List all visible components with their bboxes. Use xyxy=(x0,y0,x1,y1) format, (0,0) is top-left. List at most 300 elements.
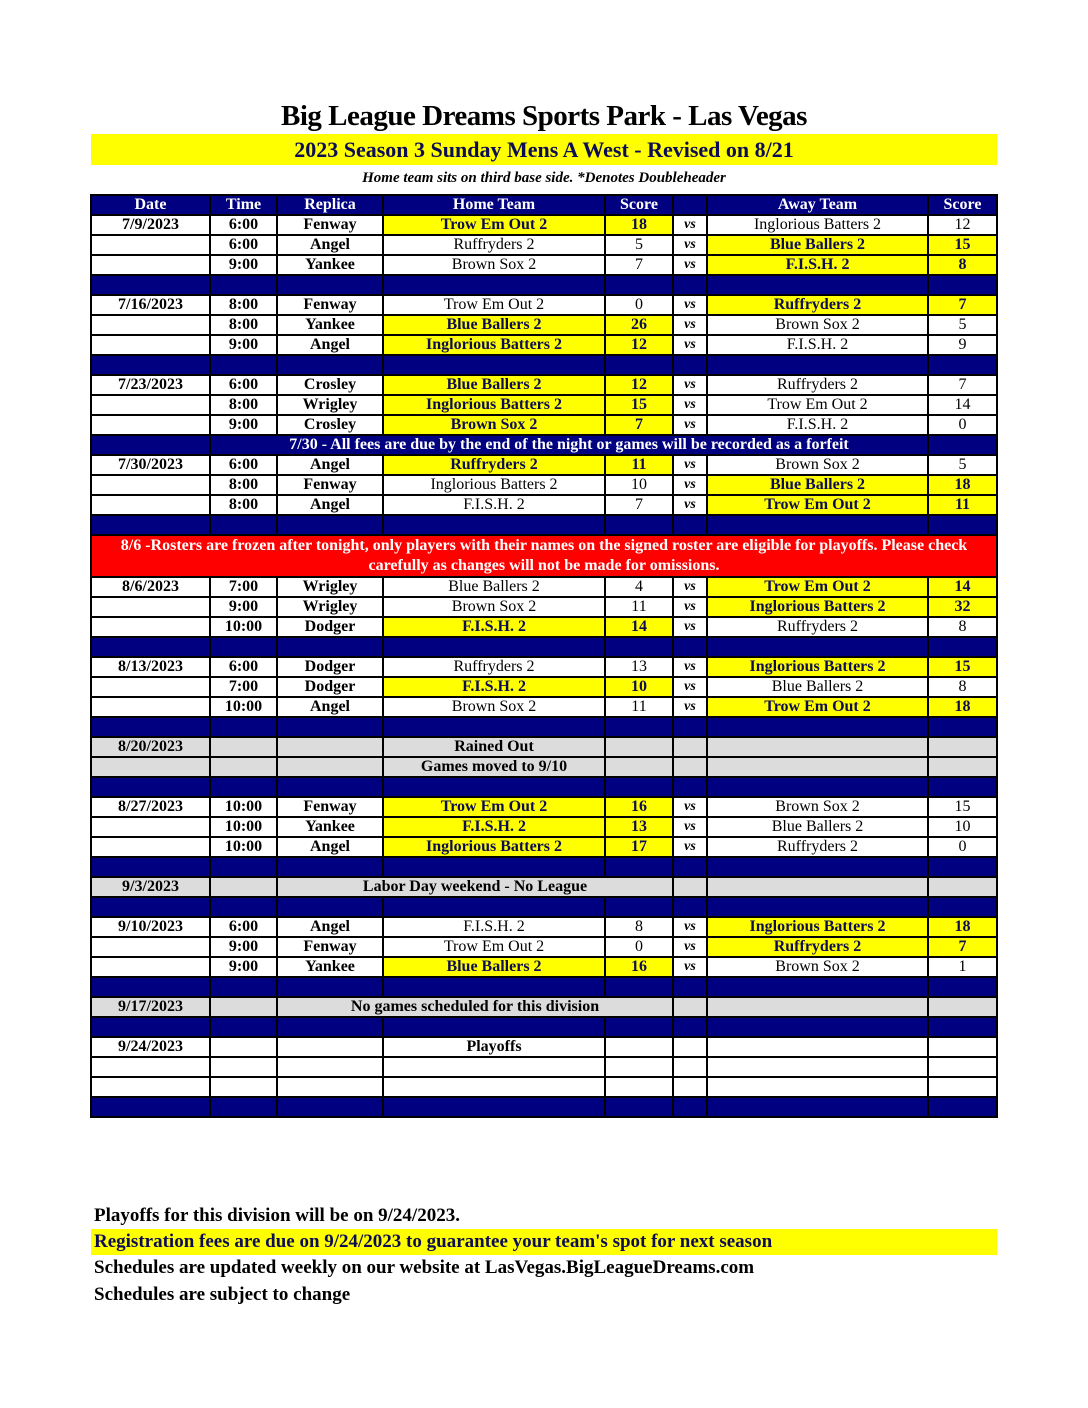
empty-cell xyxy=(673,857,707,877)
away-team: Blue Ballers 2 xyxy=(707,475,928,495)
vs-label: vs xyxy=(673,577,707,597)
date-cell xyxy=(91,617,210,637)
time-cell: 10:00 xyxy=(210,797,277,817)
empty-cell xyxy=(707,857,928,877)
home-score: 13 xyxy=(605,817,673,837)
empty-cell xyxy=(673,977,707,997)
away-score: 10 xyxy=(928,817,997,837)
empty-cell xyxy=(383,857,605,877)
empty-cell xyxy=(91,717,210,737)
empty-cell xyxy=(605,857,673,877)
game-row xyxy=(91,1077,997,1097)
home-team: Brown Sox 2 xyxy=(383,255,605,275)
date-cell xyxy=(91,475,210,495)
empty-cell xyxy=(673,997,707,1017)
header-date: Date xyxy=(91,195,210,215)
replica-field: Fenway xyxy=(277,797,383,817)
vs-label: vs xyxy=(673,295,707,315)
replica-field: Angel xyxy=(277,917,383,937)
empty-cell xyxy=(605,757,673,777)
home-team: Trow Em Out 2 xyxy=(383,295,605,315)
status-text: Rained Out xyxy=(383,737,605,757)
away-score: 18 xyxy=(928,475,997,495)
home-score: 18 xyxy=(605,215,673,235)
date-cell xyxy=(91,415,210,435)
game-row xyxy=(91,255,997,275)
away-score: 9 xyxy=(928,335,997,355)
empty-cell xyxy=(605,1017,673,1037)
empty-cell xyxy=(605,355,673,375)
away-team: Trow Em Out 2 xyxy=(707,577,928,597)
empty-cell xyxy=(928,757,997,777)
time-cell: 10:00 xyxy=(210,697,277,717)
empty-cell xyxy=(928,997,997,1017)
away-score: 5 xyxy=(928,315,997,335)
home-team: Trow Em Out 2 xyxy=(383,215,605,235)
home-score: 16 xyxy=(605,797,673,817)
empty-cell xyxy=(383,717,605,737)
no-games-row xyxy=(91,997,997,1017)
empty-cell xyxy=(383,897,605,917)
empty-cell xyxy=(605,637,673,657)
empty-cell xyxy=(383,1017,605,1037)
empty-cell xyxy=(210,777,277,797)
date-cell xyxy=(91,677,210,697)
empty-cell xyxy=(928,515,997,535)
time-cell: 8:00 xyxy=(210,395,277,415)
empty-cell xyxy=(210,355,277,375)
away-score: 18 xyxy=(928,917,997,937)
empty-cell xyxy=(605,1097,673,1117)
time-cell: 9:00 xyxy=(210,597,277,617)
away-score: 14 xyxy=(928,395,997,415)
separator-row xyxy=(91,355,997,375)
away-team: Ruffryders 2 xyxy=(707,295,928,315)
replica-field: Wrigley xyxy=(277,395,383,415)
away-team: F.I.S.H. 2 xyxy=(707,415,928,435)
away-team: Brown Sox 2 xyxy=(707,797,928,817)
roster-alert-row xyxy=(91,535,997,577)
away-score: 0 xyxy=(928,837,997,857)
empty-cell xyxy=(277,637,383,657)
home-team: Ruffryders 2 xyxy=(383,657,605,677)
time-cell: 6:00 xyxy=(210,657,277,677)
away-team: Ruffryders 2 xyxy=(707,617,928,637)
time-cell: 10:00 xyxy=(210,837,277,857)
game-row xyxy=(91,395,997,415)
home-team: Inglorious Batters 2 xyxy=(383,395,605,415)
empty-cell xyxy=(210,515,277,535)
date-cell xyxy=(91,395,210,415)
replica-field: Angel xyxy=(277,837,383,857)
empty-cell xyxy=(707,717,928,737)
vs-label: vs xyxy=(673,255,707,275)
date-cell xyxy=(91,1057,210,1077)
game-row xyxy=(91,455,997,475)
empty-cell xyxy=(928,777,997,797)
home-score: 26 xyxy=(605,315,673,335)
home-score: 4 xyxy=(605,577,673,597)
replica-field: Angel xyxy=(277,455,383,475)
vs-label: vs xyxy=(673,657,707,677)
empty-cell xyxy=(707,355,928,375)
change-note: Schedules are subject to change xyxy=(94,1284,351,1305)
home-score: 11 xyxy=(605,697,673,717)
empty-cell xyxy=(673,637,707,657)
date-cell: 7/30/2023 xyxy=(91,455,210,475)
home-team: Trow Em Out 2 xyxy=(383,937,605,957)
replica-field: Crosley xyxy=(277,375,383,395)
date-cell xyxy=(91,495,210,515)
empty-cell xyxy=(383,777,605,797)
empty-cell xyxy=(277,977,383,997)
time-cell: 6:00 xyxy=(210,917,277,937)
home-team xyxy=(383,1057,605,1077)
home-team: F.I.S.H. 2 xyxy=(383,495,605,515)
empty-cell xyxy=(673,1097,707,1117)
vs-label xyxy=(673,1037,707,1057)
away-score: 15 xyxy=(928,235,997,255)
time-cell xyxy=(210,1077,277,1097)
home-team: Brown Sox 2 xyxy=(383,697,605,717)
vs-label: vs xyxy=(673,797,707,817)
empty-cell xyxy=(210,757,277,777)
empty-cell xyxy=(277,515,383,535)
empty-cell xyxy=(673,777,707,797)
game-row xyxy=(91,697,997,717)
header-time: Time xyxy=(210,195,277,215)
home-team: Blue Ballers 2 xyxy=(383,577,605,597)
empty-cell xyxy=(673,1017,707,1037)
home-team: Brown Sox 2 xyxy=(383,597,605,617)
empty-cell xyxy=(277,1097,383,1117)
away-team: Trow Em Out 2 xyxy=(707,395,928,415)
empty-cell xyxy=(605,977,673,997)
schedule-table xyxy=(90,194,998,1118)
separator-row xyxy=(91,1017,997,1037)
away-score: 5 xyxy=(928,455,997,475)
no-games-row xyxy=(91,877,997,897)
date-cell: 7/23/2023 xyxy=(91,375,210,395)
vs-label: vs xyxy=(673,495,707,515)
time-cell: 7:00 xyxy=(210,577,277,597)
notice-text: 7/30 - All fees are due by the end of the night or games will be recorded as a forfeit xyxy=(210,435,928,455)
empty-cell xyxy=(91,897,210,917)
date-cell xyxy=(91,817,210,837)
empty-cell xyxy=(605,717,673,737)
status-text: No games scheduled for this division xyxy=(277,997,673,1017)
away-score: 0 xyxy=(928,415,997,435)
home-score: 11 xyxy=(605,597,673,617)
empty-cell xyxy=(928,857,997,877)
home-team: Blue Ballers 2 xyxy=(383,315,605,335)
registration-note: Registration fees are due on 9/24/2023 to guarantee your team's spot for next season xyxy=(91,1229,997,1255)
replica-field: Dodger xyxy=(277,657,383,677)
vs-label xyxy=(673,1057,707,1077)
home-score xyxy=(605,1037,673,1057)
home-score: 12 xyxy=(605,335,673,355)
home-score: 10 xyxy=(605,475,673,495)
home-score: 7 xyxy=(605,415,673,435)
home-team xyxy=(383,1077,605,1097)
empty-cell xyxy=(707,897,928,917)
no-games-row xyxy=(91,737,997,757)
replica-field xyxy=(277,1057,383,1077)
empty-cell xyxy=(928,637,997,657)
replica-field: Fenway xyxy=(277,295,383,315)
home-score: 8 xyxy=(605,917,673,937)
separator-row xyxy=(91,977,997,997)
date-cell xyxy=(91,937,210,957)
empty-cell xyxy=(210,977,277,997)
separator-row xyxy=(91,717,997,737)
empty-cell xyxy=(605,897,673,917)
empty-cell xyxy=(91,857,210,877)
empty-cell xyxy=(277,355,383,375)
away-team: Blue Ballers 2 xyxy=(707,677,928,697)
empty-cell xyxy=(707,757,928,777)
header-vs xyxy=(673,195,707,215)
time-cell: 9:00 xyxy=(210,957,277,977)
vs-label: vs xyxy=(673,917,707,937)
season-subtitle: 2023 Season 3 Sunday Mens A West - Revised on 8/21 xyxy=(91,134,997,165)
home-score: 16 xyxy=(605,957,673,977)
separator-row xyxy=(91,1097,997,1117)
time-cell: 9:00 xyxy=(210,255,277,275)
home-team: Playoffs xyxy=(383,1037,605,1057)
time-cell xyxy=(210,1037,277,1057)
status-text: Games moved to 9/10 xyxy=(383,757,605,777)
away-team: Brown Sox 2 xyxy=(707,957,928,977)
header-away-score: Score xyxy=(928,195,997,215)
empty-cell xyxy=(210,717,277,737)
game-row xyxy=(91,215,997,235)
vs-label: vs xyxy=(673,957,707,977)
empty-cell xyxy=(210,275,277,295)
header-away-team: Away Team xyxy=(707,195,928,215)
vs-label: vs xyxy=(673,475,707,495)
home-team: Inglorious Batters 2 xyxy=(383,335,605,355)
empty-cell xyxy=(277,1017,383,1037)
vs-label: vs xyxy=(673,395,707,415)
separator-row xyxy=(91,857,997,877)
home-score: 17 xyxy=(605,837,673,857)
away-team xyxy=(707,1077,928,1097)
date-cell xyxy=(91,837,210,857)
separator-row xyxy=(91,777,997,797)
game-row xyxy=(91,235,997,255)
home-score: 5 xyxy=(605,235,673,255)
replica-field: Fenway xyxy=(277,937,383,957)
time-cell: 6:00 xyxy=(210,215,277,235)
away-team: Blue Ballers 2 xyxy=(707,235,928,255)
home-score: 10 xyxy=(605,677,673,697)
empty-cell xyxy=(383,275,605,295)
home-team: Blue Ballers 2 xyxy=(383,375,605,395)
time-cell xyxy=(210,1057,277,1077)
empty-cell xyxy=(707,777,928,797)
away-score: 32 xyxy=(928,597,997,617)
home-team: Ruffryders 2 xyxy=(383,235,605,255)
empty-cell xyxy=(91,637,210,657)
vs-label: vs xyxy=(673,235,707,255)
game-row xyxy=(91,617,997,637)
vs-label: vs xyxy=(673,315,707,335)
empty-cell xyxy=(210,877,277,897)
home-score: 14 xyxy=(605,617,673,637)
away-score: 8 xyxy=(928,677,997,697)
empty-cell xyxy=(928,355,997,375)
game-row xyxy=(91,657,997,677)
game-row xyxy=(91,415,997,435)
time-cell: 7:00 xyxy=(210,677,277,697)
empty-cell xyxy=(277,777,383,797)
replica-field: Yankee xyxy=(277,957,383,977)
empty-cell xyxy=(928,1017,997,1037)
date-cell xyxy=(91,697,210,717)
empty-cell xyxy=(210,637,277,657)
vs-label: vs xyxy=(673,817,707,837)
home-team: Inglorious Batters 2 xyxy=(383,837,605,857)
home-score: 13 xyxy=(605,657,673,677)
empty-cell xyxy=(673,275,707,295)
game-row xyxy=(91,937,997,957)
away-team: Inglorious Batters 2 xyxy=(707,917,928,937)
date-cell: 9/3/2023 xyxy=(91,877,210,897)
home-score: 0 xyxy=(605,295,673,315)
vs-label: vs xyxy=(673,215,707,235)
away-score: 7 xyxy=(928,937,997,957)
empty-cell xyxy=(277,717,383,737)
date-cell: 8/6/2023 xyxy=(91,577,210,597)
game-row xyxy=(91,677,997,697)
vs-label: vs xyxy=(673,597,707,617)
away-team: Ruffryders 2 xyxy=(707,837,928,857)
home-team: F.I.S.H. 2 xyxy=(383,617,605,637)
away-score xyxy=(928,1037,997,1057)
date-cell xyxy=(91,335,210,355)
away-team: Brown Sox 2 xyxy=(707,315,928,335)
empty-cell xyxy=(605,515,673,535)
empty-cell xyxy=(277,857,383,877)
header-replica: Replica xyxy=(277,195,383,215)
empty-cell xyxy=(91,275,210,295)
empty-cell xyxy=(707,1097,928,1117)
empty-cell xyxy=(928,877,997,897)
away-team: F.I.S.H. 2 xyxy=(707,335,928,355)
vs-label: vs xyxy=(673,697,707,717)
home-team: Blue Ballers 2 xyxy=(383,957,605,977)
game-row xyxy=(91,1037,997,1057)
empty-cell xyxy=(277,737,383,757)
replica-field: Crosley xyxy=(277,415,383,435)
date-cell xyxy=(91,957,210,977)
empty-cell xyxy=(707,1017,928,1037)
game-row xyxy=(91,295,997,315)
home-score xyxy=(605,1077,673,1097)
separator-row xyxy=(91,515,997,535)
empty-cell xyxy=(928,717,997,737)
date-cell: 8/13/2023 xyxy=(91,657,210,677)
time-cell: 8:00 xyxy=(210,295,277,315)
replica-field: Yankee xyxy=(277,315,383,335)
away-team xyxy=(707,1037,928,1057)
empty-cell xyxy=(383,355,605,375)
away-team: Inglorious Batters 2 xyxy=(707,657,928,677)
away-score: 7 xyxy=(928,295,997,315)
time-cell: 9:00 xyxy=(210,415,277,435)
separator-row xyxy=(91,637,997,657)
time-cell: 6:00 xyxy=(210,375,277,395)
replica-field: Angel xyxy=(277,335,383,355)
away-team: F.I.S.H. 2 xyxy=(707,255,928,275)
replica-field: Wrigley xyxy=(277,597,383,617)
header-row xyxy=(91,195,997,215)
time-cell: 9:00 xyxy=(210,937,277,957)
time-cell: 10:00 xyxy=(210,617,277,637)
home-score: 7 xyxy=(605,255,673,275)
date-cell: 8/27/2023 xyxy=(91,797,210,817)
away-score: 1 xyxy=(928,957,997,977)
empty-cell xyxy=(91,515,210,535)
game-row xyxy=(91,375,997,395)
notice-row xyxy=(91,435,997,455)
empty-cell xyxy=(707,737,928,757)
home-score: 11 xyxy=(605,455,673,475)
game-row xyxy=(91,817,997,837)
empty-cell xyxy=(91,435,210,455)
empty-cell xyxy=(673,877,707,897)
empty-cell xyxy=(383,637,605,657)
home-team-note: Home team sits on third base side. *Denotes Doubleheader xyxy=(362,170,726,186)
away-team: Brown Sox 2 xyxy=(707,455,928,475)
home-team: F.I.S.H. 2 xyxy=(383,677,605,697)
time-cell: 8:00 xyxy=(210,315,277,335)
home-team: Inglorious Batters 2 xyxy=(383,475,605,495)
empty-cell xyxy=(928,977,997,997)
date-cell: 7/16/2023 xyxy=(91,295,210,315)
replica-field: Yankee xyxy=(277,255,383,275)
empty-cell xyxy=(605,737,673,757)
replica-field: Dodger xyxy=(277,617,383,637)
empty-cell xyxy=(91,977,210,997)
empty-cell xyxy=(210,857,277,877)
home-score: 12 xyxy=(605,375,673,395)
empty-cell xyxy=(707,275,928,295)
vs-label: vs xyxy=(673,617,707,637)
empty-cell xyxy=(91,355,210,375)
date-cell: 8/20/2023 xyxy=(91,737,210,757)
time-cell: 6:00 xyxy=(210,235,277,255)
alert-text: 8/6 -Rosters are frozen after tonight, only players with their names on the signed roster are eligible for playoffs. Please check carefully as changes will not be made for omissions. xyxy=(91,535,997,577)
away-score: 12 xyxy=(928,215,997,235)
away-score: 15 xyxy=(928,797,997,817)
away-team: Inglorious Batters 2 xyxy=(707,597,928,617)
home-team: Ruffryders 2 xyxy=(383,455,605,475)
game-row xyxy=(91,957,997,977)
empty-cell xyxy=(277,275,383,295)
empty-cell xyxy=(673,717,707,737)
home-score xyxy=(605,1057,673,1077)
empty-cell xyxy=(673,737,707,757)
date-cell xyxy=(91,1077,210,1097)
game-row xyxy=(91,495,997,515)
empty-cell xyxy=(277,757,383,777)
empty-cell xyxy=(707,997,928,1017)
empty-cell xyxy=(928,435,997,455)
empty-cell xyxy=(928,897,997,917)
home-score: 0 xyxy=(605,937,673,957)
